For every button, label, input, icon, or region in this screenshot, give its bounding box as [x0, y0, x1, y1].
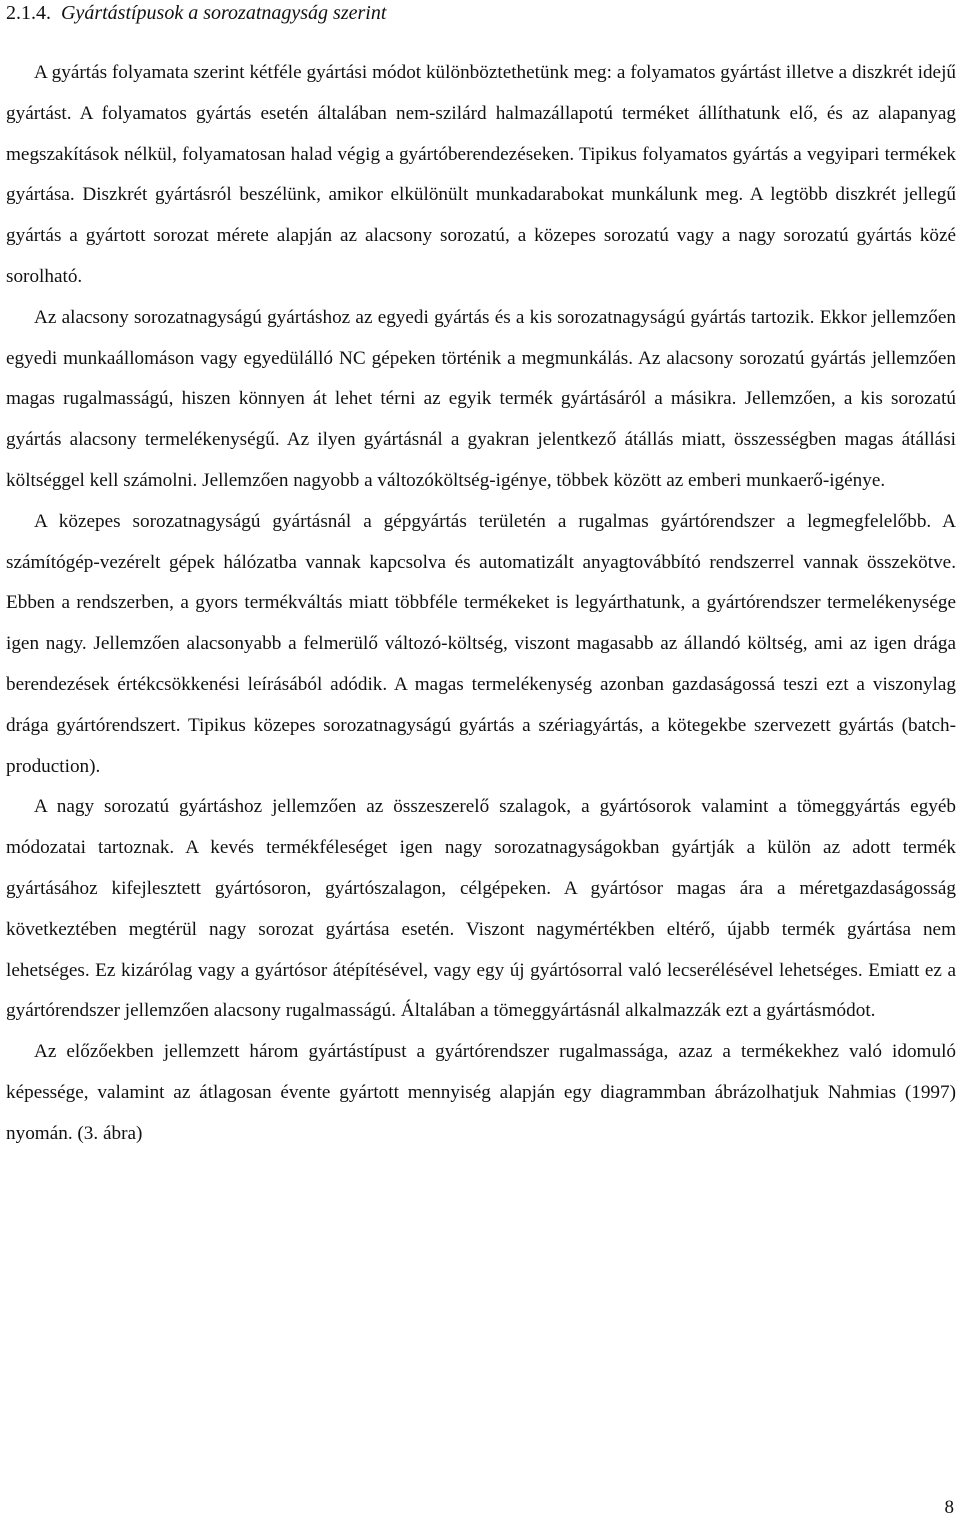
paragraph-low-volume: Az alacsony sorozatnagyságú gyártáshoz az egyedi gyártás és a kis sorozatnagyságú gyártás tartozik. Ekkor jellemzően egyedi munkaállomáson vagy egyedülálló NC gépeken történik a megmunkálás. Az alacsony sorozatú gyártás jellemzően magas rugalmasságú, hiszen könnyen át lehet térni az egyik termék gyártásáról a másikra. Jellemzően, a kis sorozatú gyártás alacsony termelékenységű. Az ilyen gyártásnál a gyakran jelentkező átállás miatt, összességben magas átállási költséggel kell számolni. Jellemzően nagyobb a változóköltség-igénye, többek között az emberi munkaerő-igénye.	[6, 306, 956, 491]
page-number: 8	[944, 1497, 954, 1518]
section-number: 2.1.4.	[6, 2, 51, 24]
section-title: Gyártástípusok a sorozatnagyság szerint	[61, 2, 387, 24]
document-page	[6, 0, 956, 1155]
section-heading	[6, 0, 956, 26]
paragraph-summary: Az előzőekben jellemzett három gyártástípust a gyártórendszer rugalmassága, azaz a termékekhez való idomuló képessége, valamint az átlagosan évente gyártott mennyiség alapján egy diagrammban ábrázolhatjuk Nahmias (1997) nyomán. (3. ábra)	[6, 1041, 956, 1144]
paragraph-production-types: A gyártás folyamata szerint kétféle gyártási módot különböztethetünk meg: a folyamatos gyártást illetve a diszkrét idejű gyártást. A folyamatos gyártás esetén általában nem-szilárd halmazállapotú terméket állíthatunk elő, és az alapanyag megszakítások nélkül, folyamatosan halad végig a gyártóberendezéseken. Tipikus folyamatos gyártás a vegyipari termékek gyártása. Diszkrét gyártásról beszélünk, amikor elkülönült munkadarabokat munkálunk meg. A legtöbb diszkrét jellegű gyártás a gyártott sorozat mérete alapján az alacsony sorozatú, a közepes sorozatú vagy a nagy sorozatú gyártás közé sorolható.	[6, 62, 956, 287]
paragraph-medium-volume: A közepes sorozatnagyságú gyártásnál a gépgyártás területén a rugalmas gyártórendszer a legmegfelelőbb. A számítógép-vezérelt gépek hálózatba vannak kapcsolva és automatizált anyagtovábbító rendszerrel vannak összekötve. Ebben a rendszerben, a gyors termékváltás miatt többféle termékeket is legyárthatunk, a gyártórendszer termelékenysége igen nagy. Jellemzően alacsonyabb a felmerülő változó-költség, viszont magasabb az állandó költség, ami az igen drága berendezések értékcsökkenési leírásából adódik. A magas termelékenység azonban gazdaságossá teszi ezt a viszonylag drága gyártórendszert. Tipikus közepes sorozatnagyságú gyártás a szériagyártás, a kötegekbe szervezett gyártás (batch-production).	[6, 510, 956, 777]
paragraph-high-volume: A nagy sorozatú gyártáshoz jellemzően az összeszerelő szalagok, a gyártósorok valamint a tömeggyártás egyéb módozatai tartoznak. A kevés termékféleséget igen nagy sorozatnagyságokban gyártják a külön az adott termék gyártásához kifejlesztett gyártósoron, gyártószalagon, célgépeken. A gyártósor magas ára a méretgazdaságosság következtében megtérül nagy sorozat gyártása esetén. Viszont nagymértékben eltérő, újabb termék gyártása nem lehetséges. Ez kizárólag vagy a gyártósor átépítésével, vagy egy új gyártósorral való lecserélésével lehetséges. Emiatt ez a gyártórendszer jellemzően alacsony rugalmasságú. Általában a tömeggyártásnál alkalmazzák ezt a gyártásmódot.	[6, 796, 956, 1022]
